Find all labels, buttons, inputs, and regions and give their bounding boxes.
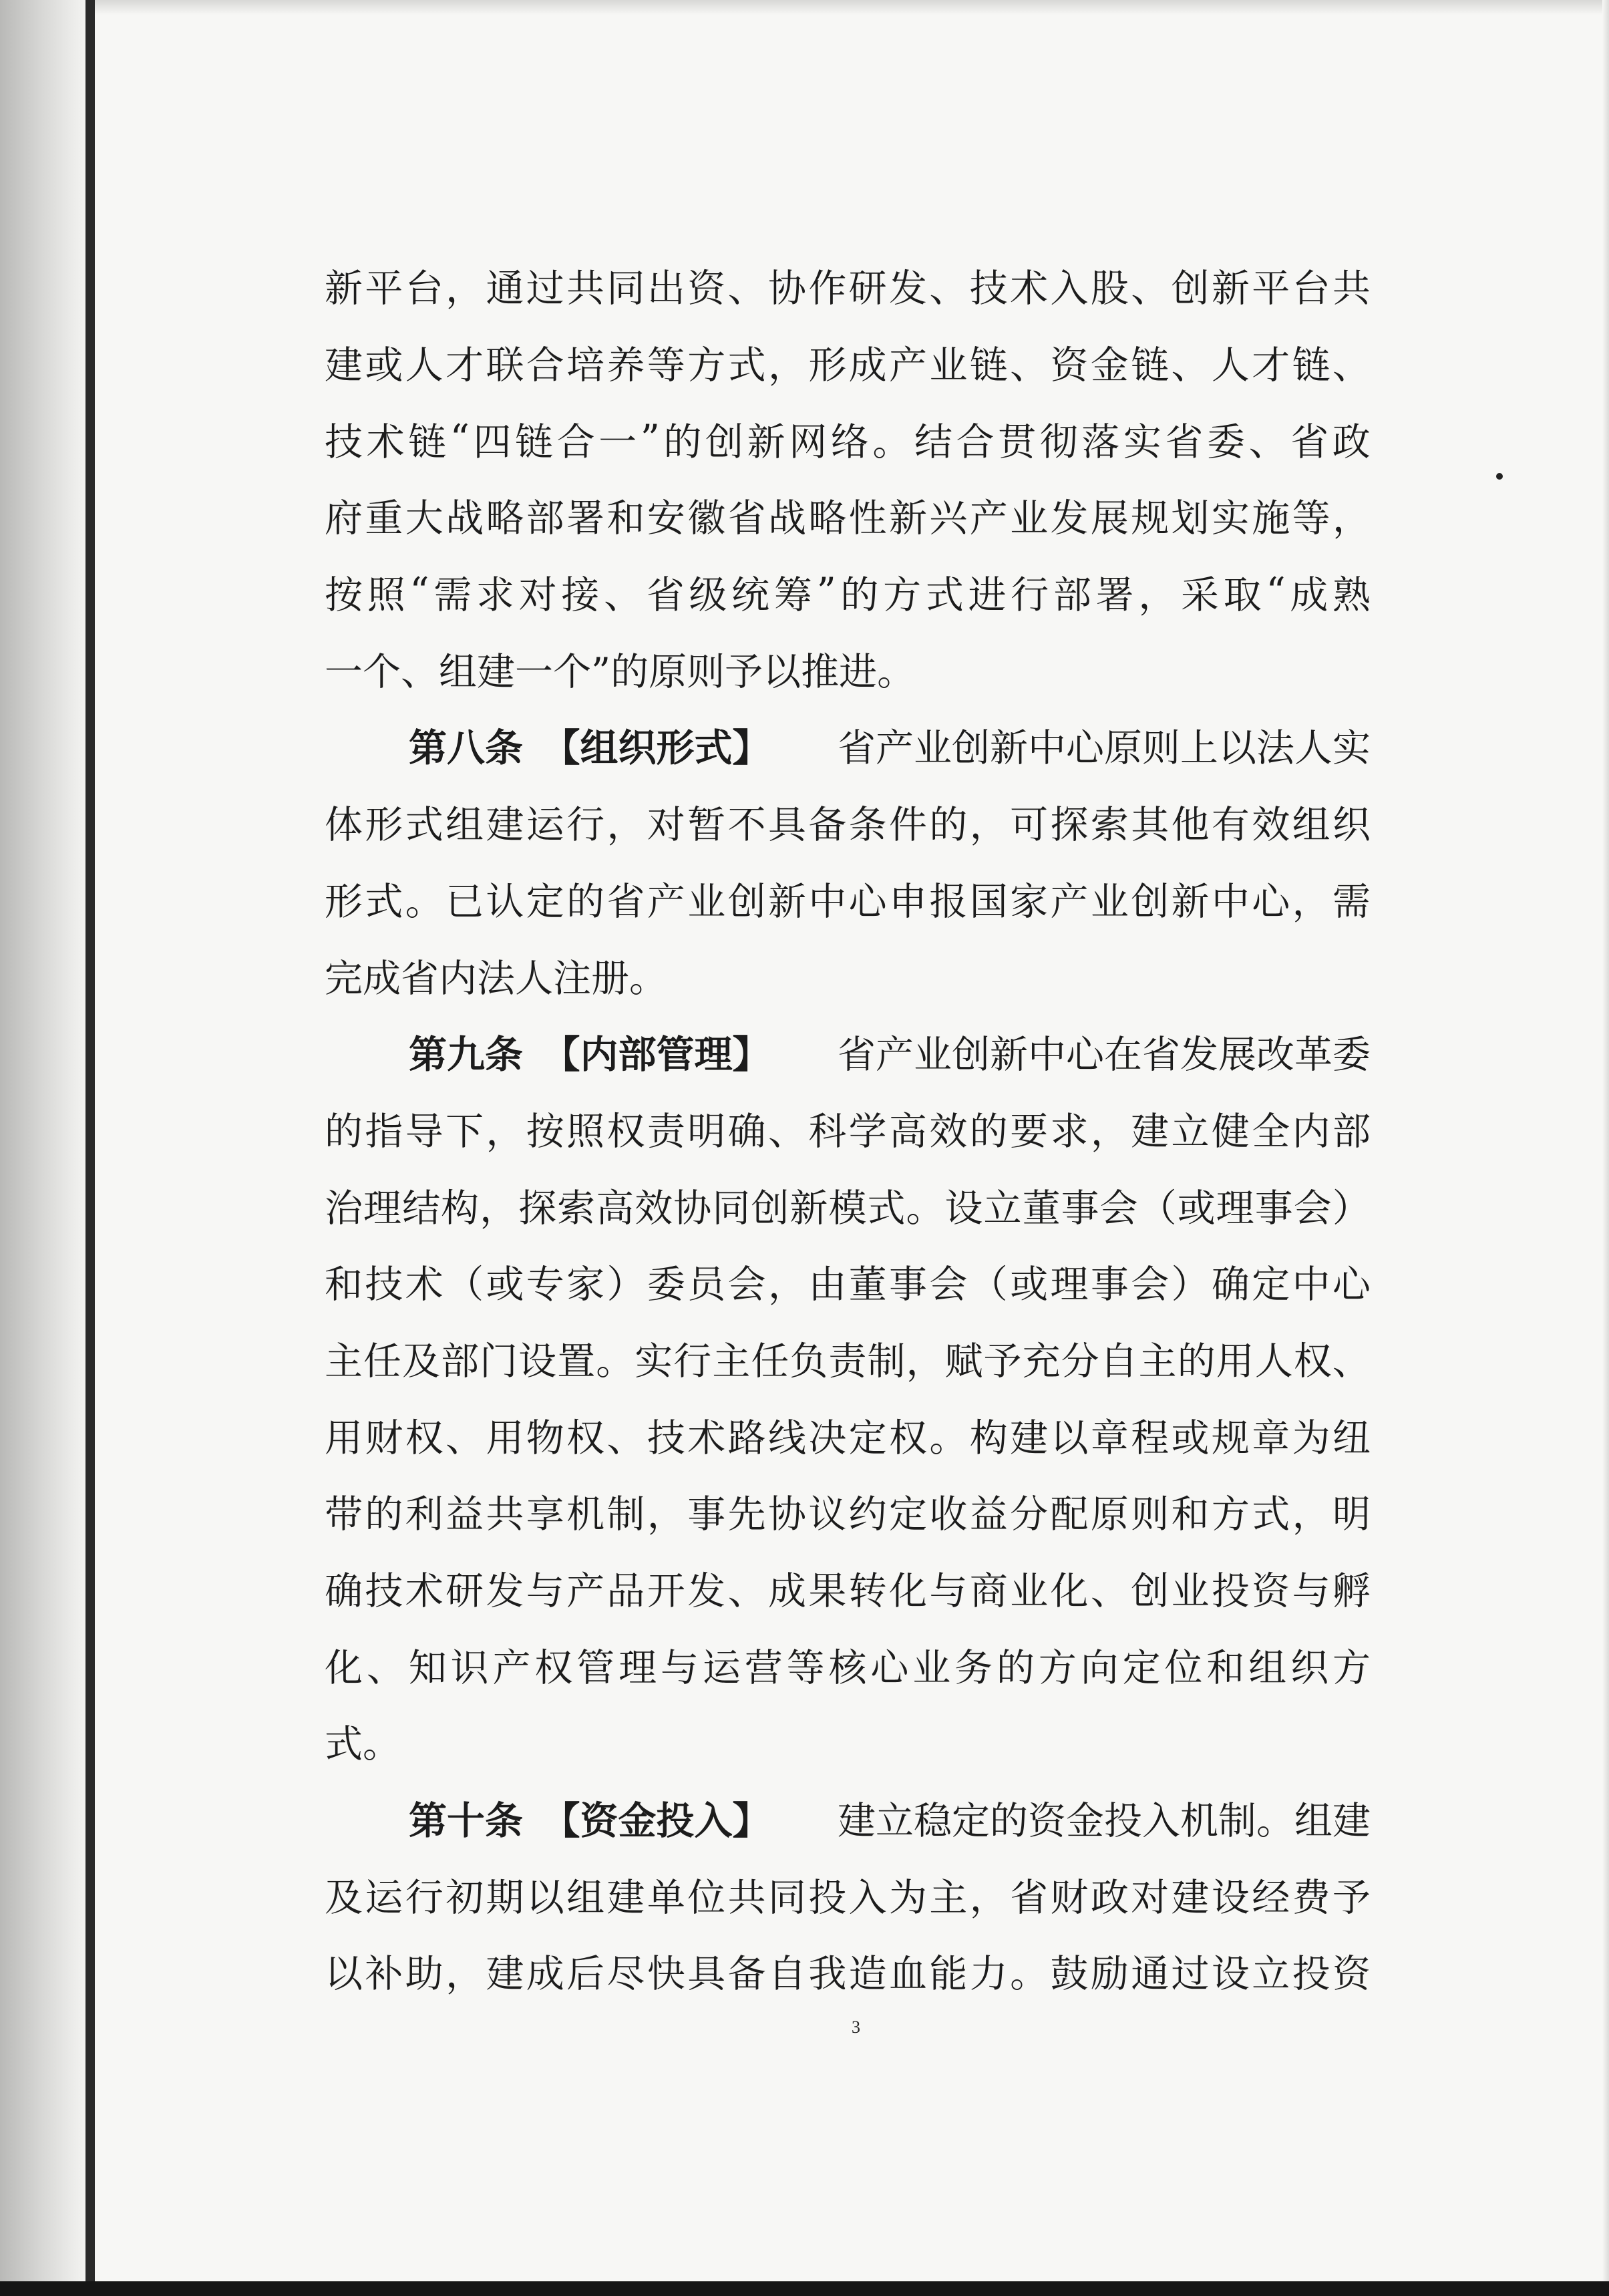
text-line: 带 的 利 益 共 享 机 制 ， 事 先 协 议 约 定 收 益 分 配 原 则 和 方 式 ， 明 [325,1492,1371,1537]
text-line: 府 重 大 战 略 部 署 和 安 徽 省 战 略 性 新 兴 产 业 发 展 规 划 实 施 等 ， [325,496,1371,541]
text-line: 确 技 术 研 发 与 产 品 开 发 、 成 果 转 化 与 商 业 化 、 创 业 投 资 与 孵 [325,1569,1371,1614]
text-line: 以 补 助 ， 建 成 后 尽 快 具 备 自 我 造 血 能 力 。 鼓 励 通 过 设 立 投 资 [325,1952,1371,1997]
scan-edge-top [0,0,1609,15]
text-line: 和 技 术 （ 或 专 家 ） 委 员 会 ， 由 董 事 会 （ 或 理 事 会 ） 确 定 中 心 [325,1263,1371,1307]
text-line: 治 理 结 构 ， 探 索 高 效 协 同 创 新 模 式 。 设 立 董 事 会 （ 或 理 事 会 ） [325,1186,1371,1231]
scan-edge-left [0,0,94,2296]
page-number: 3 [852,2017,860,2037]
text-line: 建 或 人 才 联 合 培 养 等 方 式 ， 形 成 产 业 链 、 资 金 链 、 人 才 链 、 [325,343,1371,388]
text-line: 及 运 行 初 期 以 组 建 单 位 共 同 投 入 为 主 ， 省 财 政 对 建 设 经 费 予 [325,1875,1371,1920]
article-first-line [325,1013,1371,1090]
document-body [325,247,1371,2009]
scan-speck [1496,473,1503,480]
article-heading: 第九条 【内部管理】 [409,1033,771,1078]
article-first-line [325,1780,1371,1856]
article-heading: 第十条 【资金投入】 [409,1799,771,1844]
text-line: 完成省内法人注册。 [325,956,667,1001]
text-line: 体 形 式 组 建 运 行 ， 对 暂 不 具 备 条 件 的 ， 可 探 索 其 他 有 效 组 织 [325,803,1371,848]
text-line: 形 式 。 已 认 定 的 省 产 业 创 新 中 心 申 报 国 家 产 业 创 新 中 心 ， 需 [325,879,1371,924]
text-line: 的 指 导 下 ， 按 照 权 责 明 确 、 科 学 高 效 的 要 求 ， 建 立 健 全 内 部 [325,1109,1371,1154]
article-first-line [325,707,1371,784]
text-line: 一个、组建一个”的原则予以推进。 [325,649,916,694]
text-line: 化 、 知 识 产 权 管 理 与 运 营 等 核 心 业 务 的 方 向 定 位 和 组 织 方 [325,1645,1371,1690]
scan-edge-bottom [0,2281,1609,2296]
text-segment: 省产业创新中心原则上以法人实 [838,726,1371,771]
text-line: 新 平 台 ， 通 过 共 同 出 资 、 协 作 研 发 、 技 术 入 股 、 创 新 平 台 共 [325,267,1371,311]
text-line: 技 术 链 “ 四 链 合 一 ” 的 创 新 网 络 。 结 合 贯 彻 落 实 省 委 、 省 政 [325,416,1371,464]
text-line: 主 任 及 部 门 设 置 。 实 行 主 任 负 责 制 ， 赋 予 充 分 自 主 的 用 人 权 、 [325,1339,1371,1383]
binding-edge [85,0,95,2296]
text-segment: 建立稳定的资金投入机制。组建 [838,1799,1371,1844]
text-line: 式。 [325,1722,401,1767]
text-line: 按 照 “ 需 求 对 接 、 省 级 统 筹 ” 的 方 式 进 行 部 署 ， 采 取 “ 成 熟 [325,570,1371,618]
scan-edge-right [1602,0,1609,2296]
text-segment: 省产业创新中心在省发展改革委 [838,1033,1371,1078]
text-line: 用 财 权 、 用 物 权 、 技 术 路 线 决 定 权 。 构 建 以 章 程 或 规 章 为 纽 [325,1416,1371,1460]
article-heading: 第八条 【组织形式】 [409,726,771,771]
